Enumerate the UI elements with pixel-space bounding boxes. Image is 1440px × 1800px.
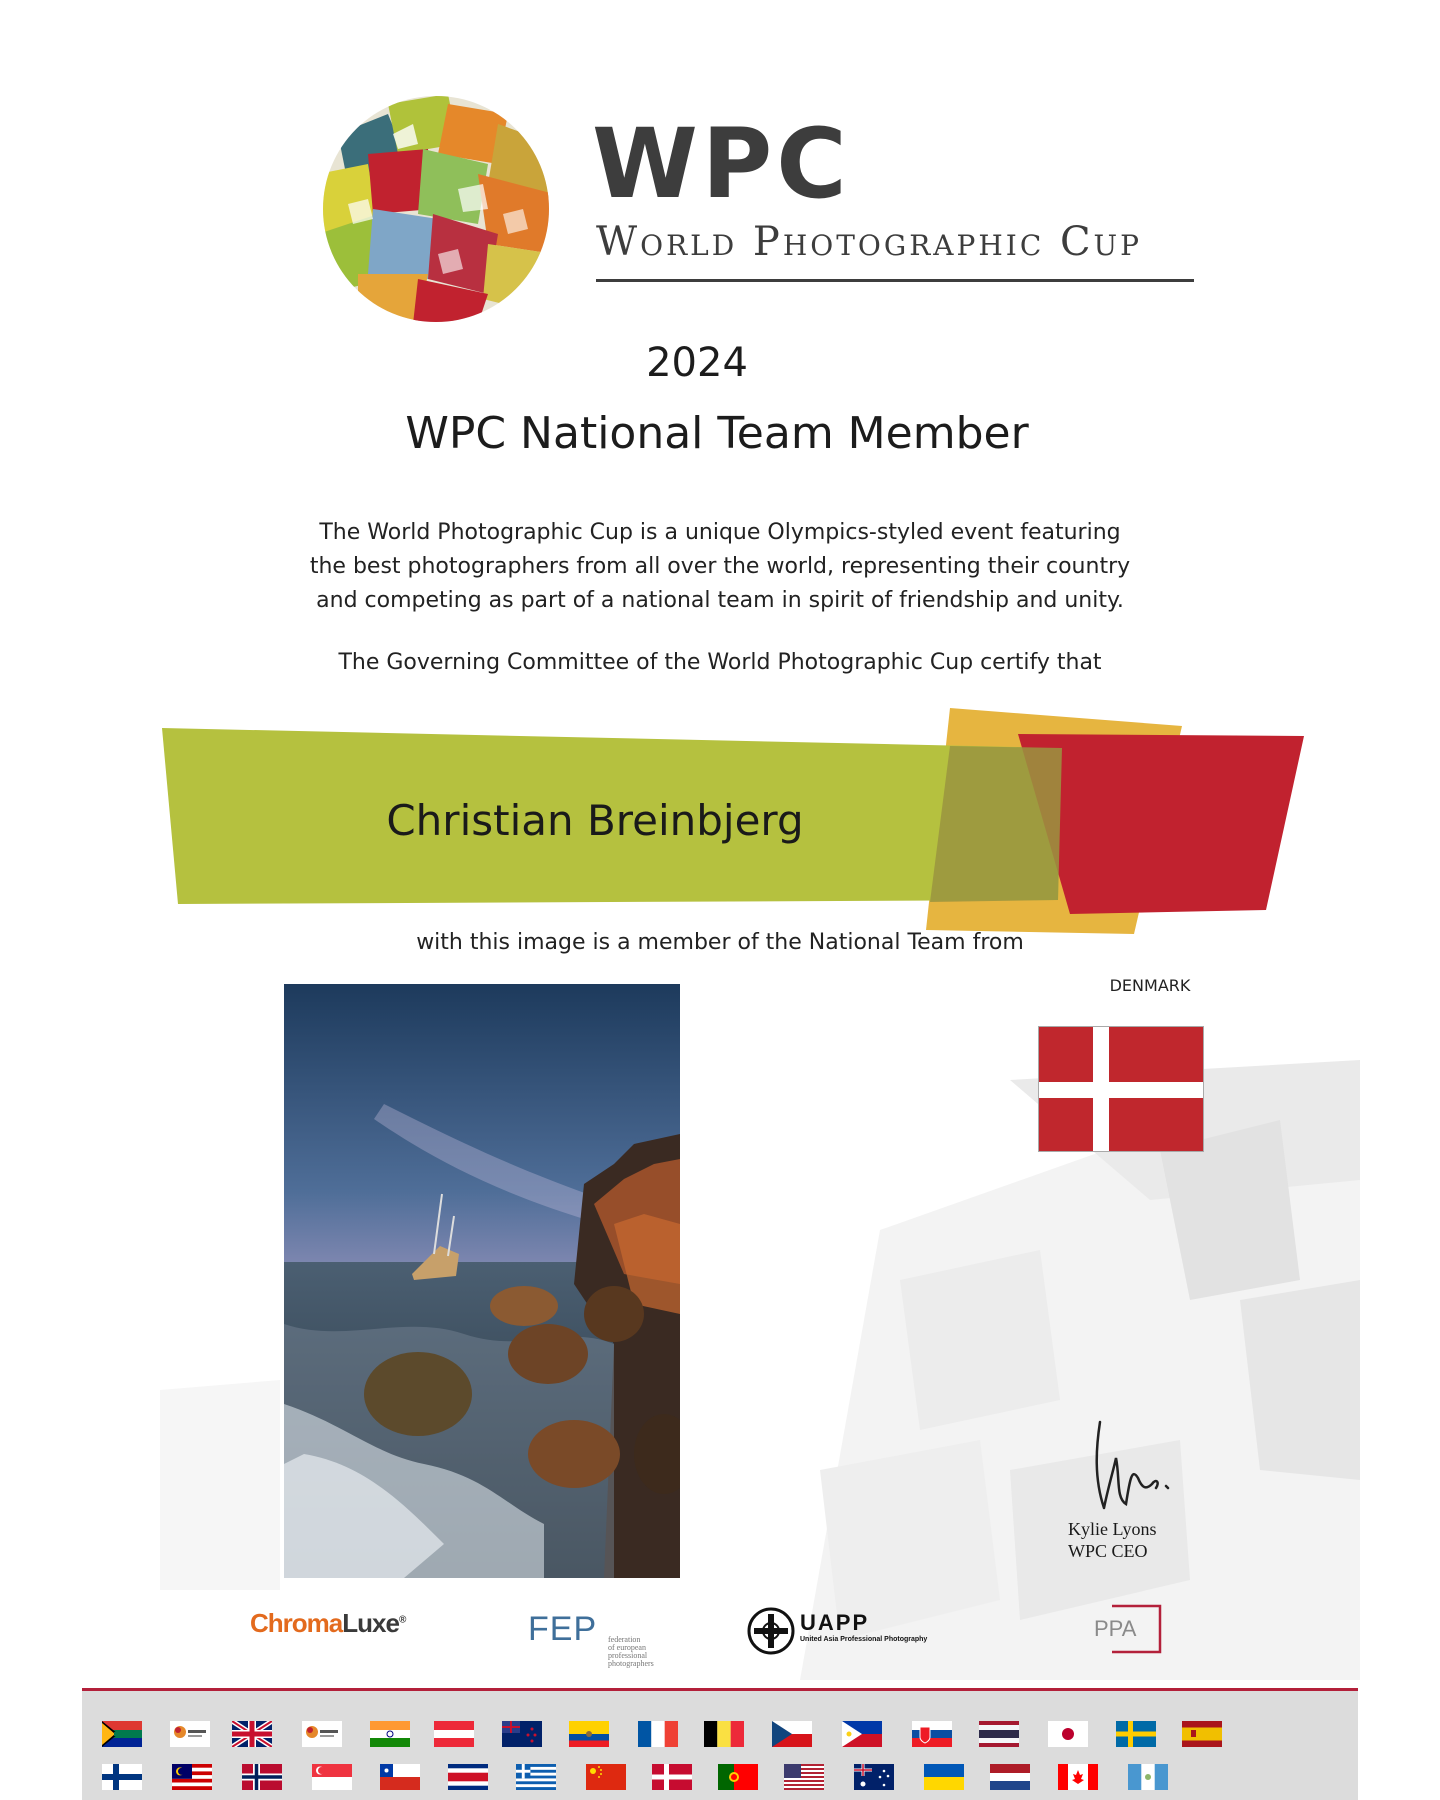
flag-chile-icon (380, 1764, 420, 1790)
flag-wpc-logo-icon (302, 1721, 342, 1747)
participating-nations-strip (82, 1688, 1358, 1800)
flag-greece-icon (516, 1764, 556, 1790)
ceo-signature (1086, 1418, 1186, 1514)
flag-japan-icon (1048, 1721, 1088, 1747)
recipient-name: Christian Breinbjerg (386, 796, 804, 845)
uapp-subtitle: United Asia Professional Photography (800, 1636, 928, 1643)
certificate-title: WPC National Team Member (405, 408, 1029, 459)
flag-canada-icon (1058, 1764, 1098, 1790)
flag-australia-icon (854, 1764, 894, 1790)
fep-subtitle: federation of european professional photographers (608, 1635, 654, 1668)
certificate-year: 2024 (646, 340, 748, 386)
flag-malaysia-icon (172, 1764, 212, 1790)
uapp-name: UAPP (800, 1610, 870, 1635)
flag-india-icon (370, 1721, 410, 1747)
fep-letters: FEP (528, 1610, 598, 1648)
denmark-flag (1038, 1026, 1204, 1152)
flag-singapore-icon (312, 1764, 352, 1790)
flag-usa-icon (784, 1764, 824, 1790)
intro-line: and competing as part of a national team in spirit of friendship and unity. (316, 588, 1124, 613)
flag-new-zealand-icon (502, 1721, 542, 1747)
wpc-globe-logo (318, 94, 554, 324)
flag-china-icon (586, 1764, 626, 1790)
flag-czech-republic-icon (772, 1721, 812, 1747)
flag-costa-rica-icon (448, 1764, 488, 1790)
flag-united-kingdom-icon (232, 1721, 272, 1747)
flag-guatemala-icon (1128, 1764, 1168, 1790)
flag-denmark-icon (652, 1764, 692, 1790)
flag-portugal-icon (718, 1764, 758, 1790)
flag-thailand-icon (979, 1721, 1019, 1747)
uapp-emblem-icon (746, 1606, 796, 1656)
intro-paragraph (270, 516, 1170, 618)
certify-statement: The Governing Committee of the World Photographic Cup certify that (338, 650, 1102, 675)
logo-full-name: World Photographic Cup (596, 219, 1142, 265)
ppa-logo: PPA (1092, 1604, 1162, 1654)
flag-philippines-icon (842, 1721, 882, 1747)
logo-underline (596, 279, 1194, 282)
fep-logo (528, 1610, 668, 1666)
flag-sweden-icon (1116, 1721, 1156, 1747)
flag-ukraine-icon (924, 1764, 964, 1790)
signer-name: Kylie Lyons (1068, 1519, 1157, 1539)
flag-wpc-logo-icon (170, 1721, 210, 1747)
flag-norway-icon (242, 1764, 282, 1790)
signer-role: WPC CEO (1068, 1541, 1148, 1561)
intro-line: the best photographers from all over the world, representing their country (309, 554, 1131, 579)
flag-netherlands-icon (990, 1764, 1030, 1790)
flag-finland-icon (102, 1764, 142, 1790)
flag-ecuador-icon (569, 1721, 609, 1747)
flag-south-africa-icon (102, 1721, 142, 1747)
chromaluxe-logo: ChromaLuxe® (250, 1608, 406, 1638)
flag-france-icon (638, 1721, 678, 1747)
flag-austria-icon (434, 1721, 474, 1747)
submitted-photograph (284, 984, 680, 1578)
logo-acronym: WPC (592, 108, 851, 220)
signer-block (1068, 1518, 1208, 1562)
flag-belgium-icon (704, 1721, 744, 1747)
intro-line: The World Photographic Cup is a unique Olympics-styled event featuring (319, 520, 1121, 545)
flag-spain-icon (1182, 1721, 1222, 1747)
flag-slovakia-icon (912, 1721, 952, 1747)
member-statement: with this image is a member of the National Team from (416, 930, 1024, 955)
country-name: DENMARK (1109, 976, 1191, 995)
